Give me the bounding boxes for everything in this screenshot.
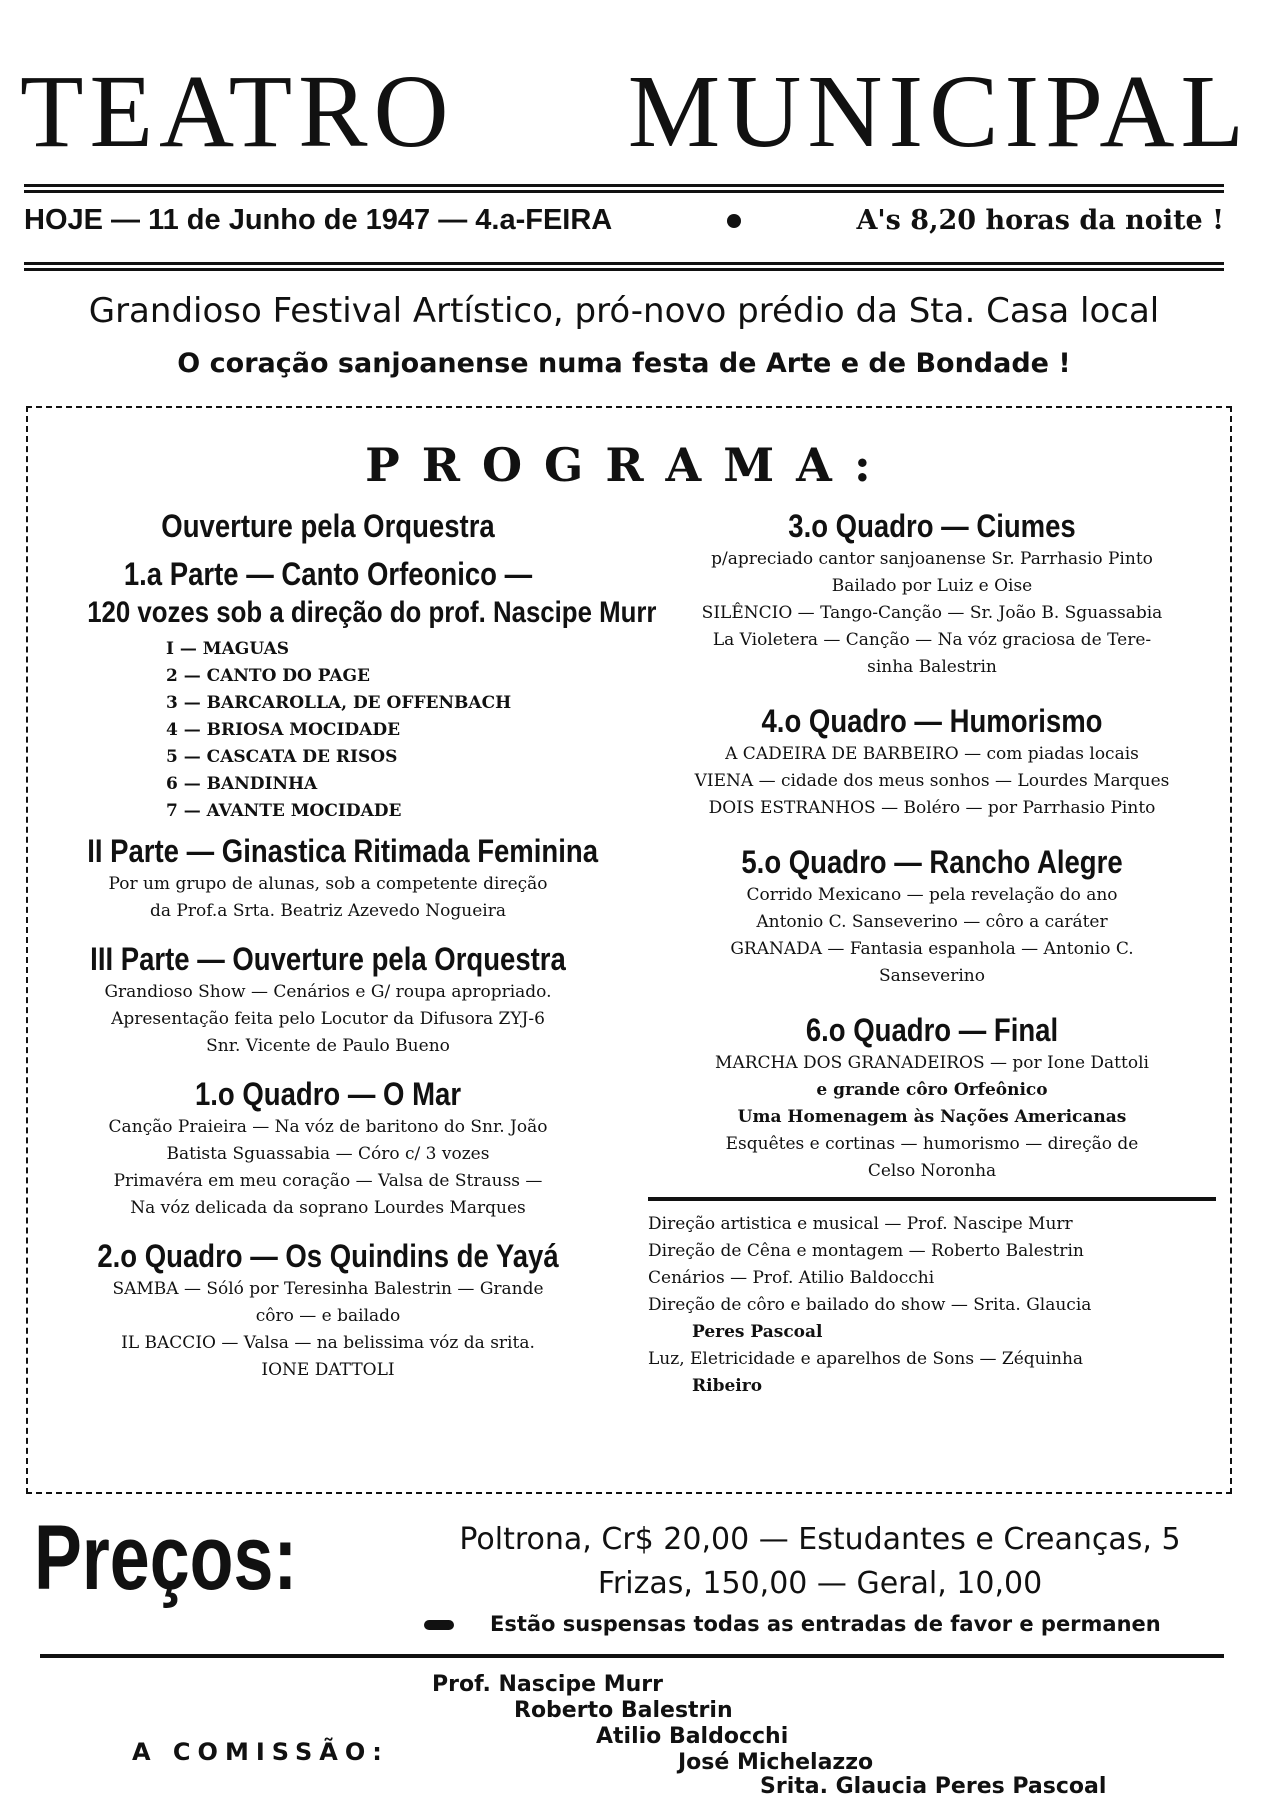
time-text: A's 8,20 horas da noite ! xyxy=(856,205,1224,236)
quadro6-line: MARCHA DOS GRANADEIROS — por Ione Dattoli xyxy=(715,1053,1149,1073)
quadro3-line: Bailado por Luiz e Oise xyxy=(831,576,1033,596)
price-note-text: Estão suspensas todas as entradas de favor e permanen xyxy=(490,1612,1161,1636)
quadro5-line: GRANADA — Fantasia espanhola — Antonio C. xyxy=(730,939,1134,959)
quadro1-line: Canção Praieira — Na vóz de baritono do Snr. João xyxy=(108,1117,548,1137)
parte2-line: da Prof.a Srta. Beatriz Azevedo Nogueira xyxy=(149,901,507,921)
credit-line: Cenários — Prof. Atilio Baldocchi xyxy=(648,1268,935,1288)
quadro6-heading: 6.o Quadro — Final xyxy=(805,1012,1059,1048)
quadro1-heading: 1.o Quadro — O Mar xyxy=(194,1076,462,1112)
parte3-line: Snr. Vicente de Paulo Bueno xyxy=(206,1036,450,1056)
theater-title: TEATRO MUNICIPAL xyxy=(20,54,1250,169)
quadro2-line: IL BACCIO — Valsa — na belissima vóz da srita. xyxy=(121,1333,535,1353)
quadro1-line: Primavéra em meu coração — Valsa de Strauss — xyxy=(113,1171,543,1191)
credit-line: Luz, Eletricidade e aparelhos de Sons — Zéquinha xyxy=(648,1349,1084,1369)
credit-line: Peres Pascoal xyxy=(692,1322,823,1342)
quadro4-heading: 4.o Quadro — Humorismo xyxy=(761,703,1103,739)
parte1-heading: 1.a Parte — Canto Orfeonico — xyxy=(123,556,533,592)
list-item: 4 — BRIOSA MOCIDADE xyxy=(166,720,401,740)
comissao-label: A COMISSÃO: xyxy=(132,1738,389,1766)
quadro4-line: VIENA — cidade dos meus sonhos — Lourdes Marques xyxy=(694,771,1170,791)
quadro3-line: SILÊNCIO — Tango-Canção — Sr. João B. Sguassabia xyxy=(701,603,1163,623)
parte2-heading: II Parte — Ginastica Ritimada Feminina xyxy=(87,833,598,869)
list-item: 6 — BANDINHA xyxy=(166,774,318,794)
quadro5-heading: 5.o Quadro — Rancho Alegre xyxy=(741,844,1123,880)
festival-title: Grandioso Festival Artístico, pró-novo prédio da Sta. Casa local xyxy=(88,291,1160,331)
list-item: 3 — BARCAROLLA, DE OFFENBACH xyxy=(166,693,512,713)
double-rule-top xyxy=(24,184,1224,193)
prices-heading: Preços: xyxy=(34,1507,298,1609)
quadro6-line: e grande côro Orfeônico xyxy=(816,1080,1048,1100)
price-line-frizas: Frizas, 150,00 — Geral, 10,00 xyxy=(597,1566,1043,1601)
quadro5-line: Antonio C. Sanseverino — côro a caráter xyxy=(756,912,1108,932)
parte3-heading: III Parte — Ouverture pela Orquestra xyxy=(90,941,566,977)
quadro1-line: Na vóz delicada da soprano Lourdes Marques xyxy=(130,1198,526,1218)
quadro5-line: Corrido Mexicano — pela revelação do ano xyxy=(746,885,1118,905)
quadro3-line: sinha Balestrin xyxy=(867,657,997,677)
quadro3-line: p/apreciado cantor sanjoanense Sr. Parrhasio Pinto xyxy=(711,549,1153,569)
credit-line: Ribeiro xyxy=(692,1376,763,1396)
comissao-member: Atilio Baldocchi xyxy=(596,1724,789,1749)
quadro6-line: Esquêtes e cortinas — humorismo — direção de xyxy=(725,1134,1139,1154)
program-right-column xyxy=(648,506,1216,1400)
tagline: O coração sanjoanense numa festa de Arte e de Bondade ! xyxy=(177,348,1071,379)
quadro4-line: DOIS ESTRANHOS — Boléro — por Parrhasio Pinto xyxy=(708,798,1156,818)
quadro6-line: Celso Noronha xyxy=(867,1161,997,1181)
song-list xyxy=(166,636,608,825)
price-line-seats: Poltrona, Cr$ 20,00 — Estudantes e Creanças, 5 xyxy=(459,1522,1181,1557)
credit-line: Direção artistica e musical — Prof. Nascipe Murr xyxy=(648,1214,1073,1234)
quadro2-line: SAMBA — Sóló por Teresinha Balestrin — Grande xyxy=(112,1279,544,1299)
list-item: 5 — CASCATA DE RISOS xyxy=(166,747,398,767)
parte2-line: Por um grupo de alunas, sob a competente direção xyxy=(108,874,548,894)
quadro6-line: Uma Homenagem às Nações Americanas xyxy=(737,1107,1127,1127)
parte1-subheading: 120 vozes sob a direção do prof. Nascipe Murr xyxy=(87,596,657,629)
list-item: I — MAGUAS xyxy=(166,639,290,659)
date-line xyxy=(24,204,1224,237)
quadro2-line: IONE DATTOLI xyxy=(261,1360,395,1380)
comissao-member: Roberto Balestrin xyxy=(514,1698,733,1723)
program-left-column xyxy=(48,506,657,1384)
list-item: 2 — CANTO DO PAGE xyxy=(166,666,370,686)
quadro2-heading: 2.o Quadro — Os Quindins de Yayá xyxy=(97,1238,559,1274)
list-item: 7 — AVANTE MOCIDADE xyxy=(166,801,402,821)
program-heading: PROGRAMA: xyxy=(365,438,893,492)
pointing-hand-icon xyxy=(424,1620,454,1630)
quadro3-heading: 3.o Quadro — Ciumes xyxy=(788,508,1076,544)
parte3-line: Apresentação feita pelo Locutor da Difusora ZYJ-6 xyxy=(111,1009,545,1029)
credit-line: Direção de côro e bailado do show — Srita. Glaucia xyxy=(648,1295,1092,1315)
comissao-member: Srita. Glaucia Peres Pascoal xyxy=(760,1774,1107,1799)
bullet-icon xyxy=(727,214,741,228)
comissao-member: José Michelazzo xyxy=(678,1750,874,1775)
credits-block xyxy=(648,1197,1216,1400)
credit-line: Direção de Cêna e montagem — Roberto Balestrin xyxy=(648,1241,1084,1261)
ouverture-heading: Ouverture pela Orquestra xyxy=(161,508,495,544)
comissao-member: Prof. Nascipe Murr xyxy=(432,1672,663,1697)
bottom-rule xyxy=(40,1654,1224,1658)
quadro3-line: La Violetera — Canção — Na vóz graciosa de Tere- xyxy=(712,630,1152,650)
quadro2-line: côro — e bailado xyxy=(255,1306,401,1326)
quadro1-line: Batista Sguassabia — Córo c/ 3 vozes xyxy=(166,1144,490,1164)
quadro5-line: Sanseverino xyxy=(879,966,985,986)
quadro4-line: A CADEIRA DE BARBEIRO — com piadas locais xyxy=(725,744,1139,764)
parte3-line: Grandioso Show — Cenários e G/ roupa apropriado. xyxy=(104,982,552,1002)
price-note xyxy=(424,1612,1224,1636)
double-rule-bottom xyxy=(24,262,1224,271)
date-text: HOJE — 11 de Junho de 1947 — 4.a-FEIRA xyxy=(24,204,613,236)
